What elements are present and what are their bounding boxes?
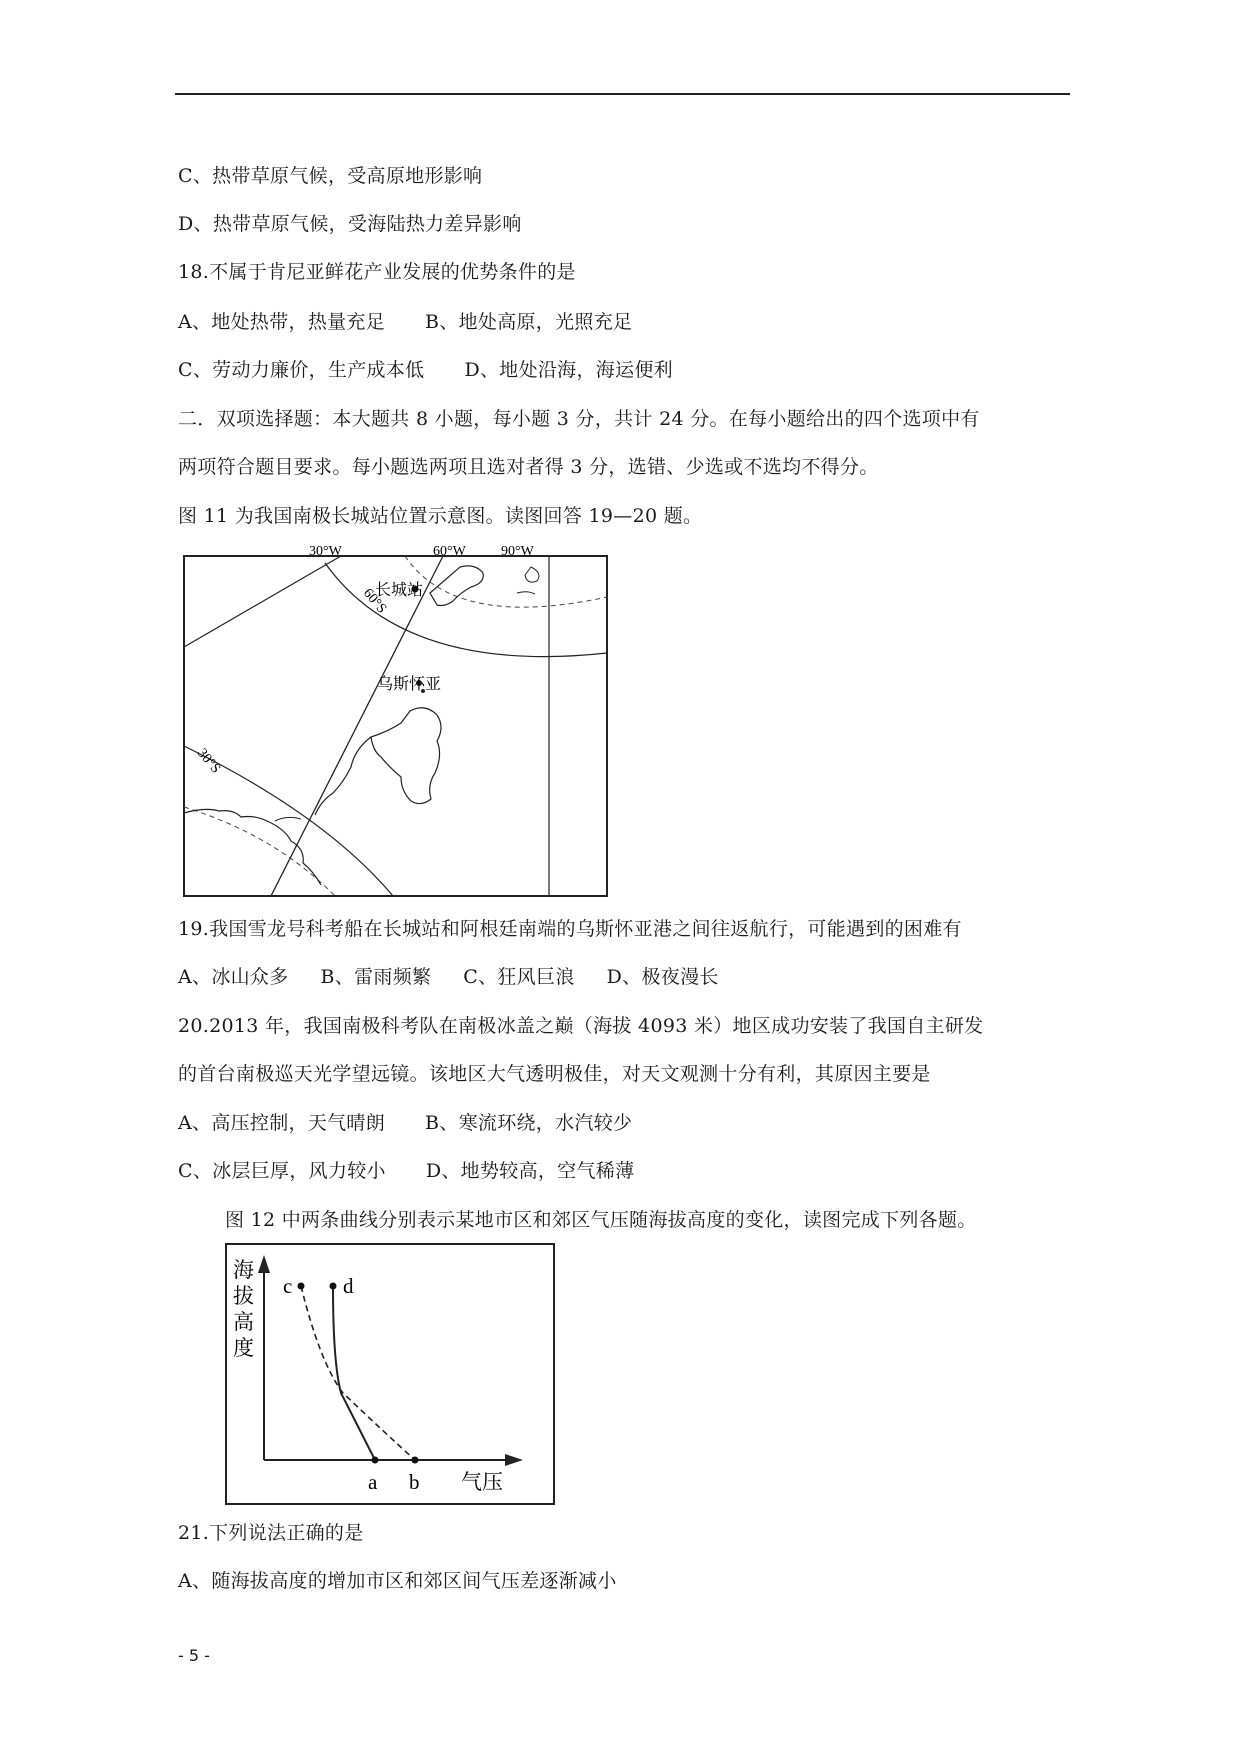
q19-options xyxy=(178,964,719,990)
q20-option-c: C、冰层巨厚，风力较小 xyxy=(178,1160,386,1182)
fig12-label-a: a xyxy=(368,1470,378,1494)
fig12-ylabel-2: 高 xyxy=(233,1310,254,1334)
header-rule xyxy=(175,93,1070,95)
fig12-y-arrow-icon xyxy=(258,1255,270,1273)
fig12-chart xyxy=(225,1243,555,1505)
q19-option-a: A、冰山众多 xyxy=(178,966,289,988)
q19-option-b: B、雷雨频繁 xyxy=(320,966,432,988)
q17-option-d: D、热带草原气候，受海陆热力差异影响 xyxy=(178,213,522,235)
fig12-xlabel: 气压 xyxy=(461,1470,503,1494)
fig12-caption: 图 12 中两条曲线分别表示某地市区和郊区气压随海拔高度的变化，读图完成下列各题。 xyxy=(225,1209,977,1231)
fig11-label-60w: 60°W xyxy=(433,545,466,559)
fig11-label-station: 长城站 xyxy=(375,582,424,599)
page-number: - 5 - xyxy=(178,1646,210,1665)
fig12-curve-d-a xyxy=(333,1286,375,1460)
fig11-map xyxy=(175,545,618,901)
q20-option-d: D、地势较高，空气稀薄 xyxy=(425,1160,635,1182)
fig11-label-30s: 30°S xyxy=(193,745,224,777)
fig12-x-arrow-icon xyxy=(505,1454,523,1466)
q19-stem: 19.我国雪龙号科考船在长城站和阿根廷南端的乌斯怀亚港之间往返航行，可能遇到的困难有 xyxy=(178,918,962,940)
q19-option-c: C、狂风巨浪 xyxy=(463,966,575,988)
fig12-point-c xyxy=(298,1283,305,1290)
q18-options-cd xyxy=(178,357,673,383)
fig12-curve-c-b xyxy=(301,1286,415,1460)
q20-options-cd xyxy=(178,1158,634,1184)
q20-options-ab xyxy=(178,1110,632,1136)
q17-option-c: C、热带草原气候，受高原地形影响 xyxy=(178,165,483,187)
q20-stem-1: 20.2013 年，我国南极科考队在南极冰盖之巅（海拔 4093 米）地区成功安装了我国自主研发 xyxy=(178,1015,984,1037)
fig12-label-b: b xyxy=(409,1470,420,1494)
q20-option-b: B、寒流环绕，水汽较少 xyxy=(425,1112,633,1134)
q18-stem: 18.不属于肯尼亚鲜花产业发展的优势条件的是 xyxy=(178,261,576,283)
fig12-ylabel-1: 拔 xyxy=(233,1284,254,1308)
q18-option-c: C、劳动力廉价，生产成本低 xyxy=(178,359,425,381)
q18-option-d: D、地处沿海，海运便利 xyxy=(464,359,673,381)
fig11-label-60s: 60°S xyxy=(359,585,390,617)
fig11-label-90w: 90°W xyxy=(501,545,534,559)
fig11-label-30w: 30°W xyxy=(309,545,342,559)
q21-stem: 21.下列说法正确的是 xyxy=(178,1522,364,1544)
q21-option-a: A、随海拔高度的增加市区和郊区间气压差逐渐减小 xyxy=(178,1570,617,1592)
fig12-point-b xyxy=(412,1457,419,1464)
fig12-point-d xyxy=(330,1283,337,1290)
q18-options-ab xyxy=(178,309,632,335)
q19-option-d: D、极夜漫长 xyxy=(606,966,719,988)
fig12-ylabel-3: 度 xyxy=(233,1336,254,1360)
fig11-label-port: 乌斯怀亚 xyxy=(377,676,442,693)
fig12-point-a xyxy=(372,1457,379,1464)
q20-stem-2: 的首台南极巡天光学望远镜。该地区大气透明极佳，对天文观测十分有利，其原因主要是 xyxy=(178,1063,931,1085)
fig11-caption: 图 11 为我国南极长城站位置示意图。读图回答 19—20 题。 xyxy=(178,505,703,527)
fig12-label-d: d xyxy=(343,1274,354,1298)
q18-option-a: A、地处热带，热量充足 xyxy=(178,311,386,333)
section2-instructions-2: 两项符合题目要求。每小题选两项且选对者得 3 分，选错、少选或不选均不得分。 xyxy=(178,456,879,478)
q20-option-a: A、高压控制，天气晴朗 xyxy=(178,1112,386,1134)
section2-instructions-1: 二．双项选择题：本大题共 8 小题，每小题 3 分，共计 24 分。在每小题给出的四个选项中有 xyxy=(178,408,980,430)
q18-option-b: B、地处高原，光照充足 xyxy=(425,311,633,333)
fig12-label-c: c xyxy=(283,1274,293,1298)
fig12-ylabel-0: 海 xyxy=(233,1258,254,1282)
